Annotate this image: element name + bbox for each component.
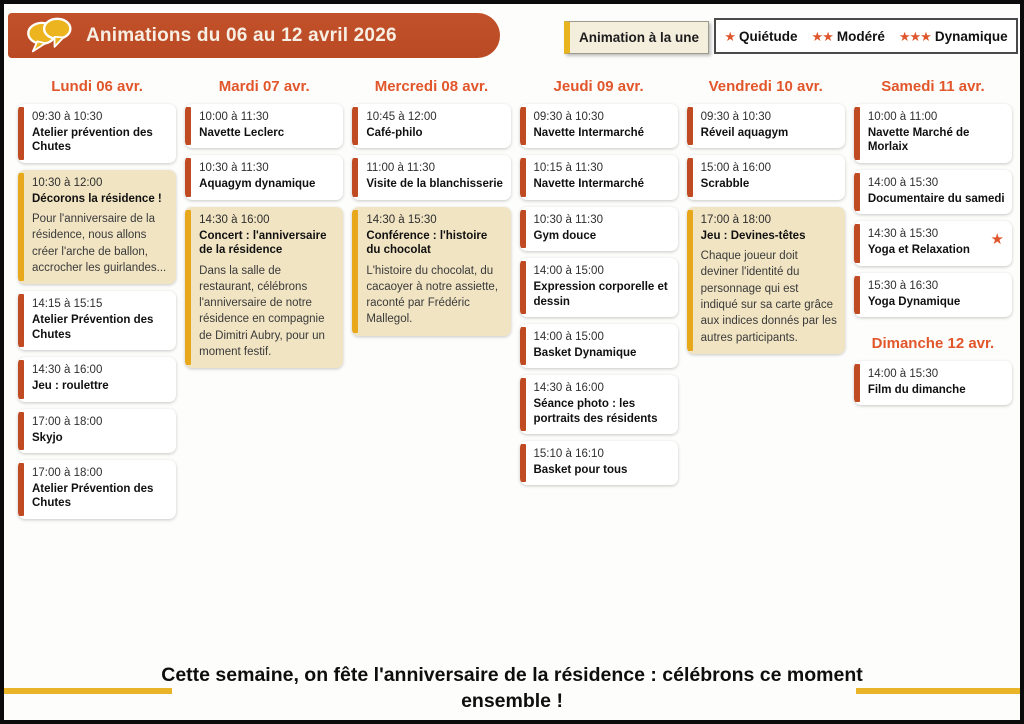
event-accent-bar [520,261,526,314]
event-card [520,258,678,317]
event-card [18,357,176,401]
event-time: 10:45 à 12:00 [366,111,437,123]
event-accent-bar [854,107,860,160]
event-card [185,104,343,148]
footer-divider-right [856,688,1020,694]
event-time: 14:00 à 15:30 [867,367,939,380]
featured-animation-text: Animation à la une [578,30,700,45]
event-card [687,104,845,148]
event-title: Atelier prévention des Chutes [32,127,153,154]
event-accent-bar [520,210,526,248]
day-header: Dimanche 12 avr. [871,334,995,352]
page-title: Animations du 06 au 12 avril 2026 [86,24,397,46]
event-card [687,155,845,199]
event-title: Aquagym dynamique [199,178,316,191]
day-header: Jeudi 09 avr. [553,78,644,95]
event-time: 15:10 à 16:10 [533,448,604,460]
event-title: Atelier Prévention des Chutes [32,482,154,510]
event-accent-bar [352,107,358,145]
event-title: Navette Leclerc [199,127,285,139]
event-title: Basket Dynamique [533,346,637,359]
event-title: Atelier Prévention des Chutes [32,314,154,341]
speech-bubbles-icon [26,17,74,55]
event-card [854,361,1012,405]
event-card [18,409,176,453]
event-accent-bar [185,107,191,145]
event-accent-bar [185,210,191,366]
event-card [352,104,510,148]
featured-animation-label [564,21,709,54]
star-icon: ★★★ [898,28,931,44]
event-title: Conférence : l'histoire du chocolat [366,229,488,257]
day-column [185,76,343,375]
event-card [520,155,678,199]
event-card [18,170,176,285]
event-title: Réveil aquagym [700,127,789,139]
event-card [854,104,1012,163]
event-time: 17:00 à 18:00 [32,466,103,479]
event-title: Skyjo [32,431,63,444]
event-card [687,207,845,354]
event-title: Navette Intermarché [533,127,645,139]
day-column [18,76,176,526]
event-card [185,155,343,199]
event-accent-bar [18,360,24,398]
event-title: Concert : l'anniversaire de la résidence [199,229,327,257]
event-time: 14:00 à 15:30 [867,176,939,189]
event-accent-bar [854,276,860,314]
event-time: 14:30 à 15:30 [867,228,939,241]
legend-label: Dynamique [934,28,1008,44]
event-title: Yoga et Relaxation [867,244,970,257]
legend-item [812,29,885,44]
event-accent-bar [18,173,24,282]
footer-divider-left [4,688,172,694]
event-time: 10:00 à 11:00 [867,111,938,123]
legend-item [899,29,1008,44]
star-icon: ★ [724,28,736,44]
event-accent-bar [18,107,24,160]
event-title: Gym douce [533,229,597,242]
day-header: Lundi 06 avr. [51,78,143,95]
event-time: 14:30 à 16:00 [533,382,604,395]
event-card [520,324,678,368]
event-accent-bar [18,412,24,450]
event-title: Café-philo [366,127,423,139]
star-icon: ★★ [811,28,833,44]
event-time: 10:30 à 11:30 [199,162,269,175]
event-time: 15:30 à 16:30 [867,279,939,292]
event-time: 11:00 à 11:30 [366,162,435,175]
day-column [352,76,510,343]
day-column [854,76,1012,412]
event-card [352,155,510,199]
star-icon: ★ [990,231,1004,249]
event-accent-bar [687,210,693,351]
event-accent-bar [18,294,24,347]
event-card [854,221,1012,265]
event-title: Scrabble [700,178,750,191]
event-time: 14:15 à 15:15 [32,298,103,311]
event-time: 10:30 à 12:00 [32,176,103,189]
week-board [18,76,1012,526]
event-time: 14:30 à 16:00 [32,364,103,377]
event-card [18,460,176,519]
event-accent-bar [18,463,24,516]
event-title: Jeu : Devines-têtes [700,229,806,242]
event-time: 17:00 à 18:00 [32,415,103,428]
event-title: Navette Marché de Morlaix [867,127,970,154]
event-card [18,104,176,163]
event-time: 14:30 à 16:00 [199,213,270,226]
intensity-legend [714,18,1018,54]
event-description: Chaque joueur doit deviner l'identité du personnage qui est indiqué sur sa carte grâce aux indices donnés par les autres participants. [700,250,837,344]
event-title: Jeu : roulettre [32,380,109,393]
event-card [520,104,678,148]
event-title: Séance photo : les portraits des résidents [533,398,658,425]
legend-label: Quiétude [739,28,798,44]
event-time: 09:30 à 10:30 [533,111,604,123]
event-accent-bar [854,173,860,211]
legend-item [724,29,797,44]
day-column [687,76,845,361]
event-accent-bar [352,210,358,333]
day-header: Samedi 11 avr. [881,78,985,95]
event-title: Documentaire du samedi [867,192,1005,205]
event-time: 09:30 à 10:30 [32,111,103,123]
event-accent-bar [854,364,860,402]
event-card [854,170,1012,214]
day-column [520,76,678,492]
event-description: L'histoire du chocolat, du cacaoyer à notre assiette, raconté par Frédéric Mallegol. [366,264,499,326]
legend-label: Modéré [836,28,885,44]
day-header: Mercredi 08 avr. [374,78,489,95]
event-time: 15:00 à 16:00 [700,162,771,175]
event-card [18,291,176,350]
event-accent-bar [520,158,526,196]
event-card [520,441,678,485]
event-accent-bar [185,158,191,196]
day-header: Vendredi 10 avr. [708,78,823,95]
event-time: 09:30 à 10:30 [700,111,771,123]
event-title: Basket pour tous [533,464,628,476]
event-accent-bar [352,158,358,196]
event-card [185,207,343,369]
event-accent-bar [520,107,526,145]
event-accent-bar [520,378,526,431]
event-title: Visite de la blanchisserie [366,178,503,191]
event-time: 10:30 à 11:30 [533,213,603,226]
event-accent-bar [520,444,526,482]
event-card [520,375,678,434]
event-accent-bar [687,158,693,196]
event-card [352,207,510,336]
event-description: Dans la salle de restaurant, célébrons l'anniversaire de notre résidence en compagnie de Dimitri Aubry, pour un moment festif. [199,264,325,359]
event-description: Pour l'anniversaire de la résidence, nous allons créer l'arche de ballon, accrocher les guirlandes... [32,213,167,275]
event-card [854,273,1012,317]
event-title: Yoga Dynamique [867,295,961,308]
event-time: 14:30 à 15:30 [366,213,437,226]
event-title: Expression corporelle et dessin [533,281,668,308]
event-time: 10:00 à 11:30 [199,111,269,123]
event-title: Décorons la résidence ! [32,192,162,205]
event-accent-bar [854,224,860,262]
event-time: 14:00 à 15:00 [533,265,604,278]
event-time: 10:15 à 11:30 [533,162,603,175]
event-title: Film du dimanche [867,383,966,396]
event-accent-bar [520,327,526,365]
weekly-message: Cette semaine, on fête l'anniversaire de la résidence : célébrons ce moment ensemble ! [161,664,863,712]
event-time: 14:00 à 15:00 [533,330,604,343]
day-header: Mardi 07 avr. [218,78,310,95]
title-banner [8,13,500,58]
event-title: Navette Intermarché [533,178,645,191]
event-card [520,207,678,251]
event-accent-bar [687,107,693,145]
event-time: 17:00 à 18:00 [700,213,771,226]
